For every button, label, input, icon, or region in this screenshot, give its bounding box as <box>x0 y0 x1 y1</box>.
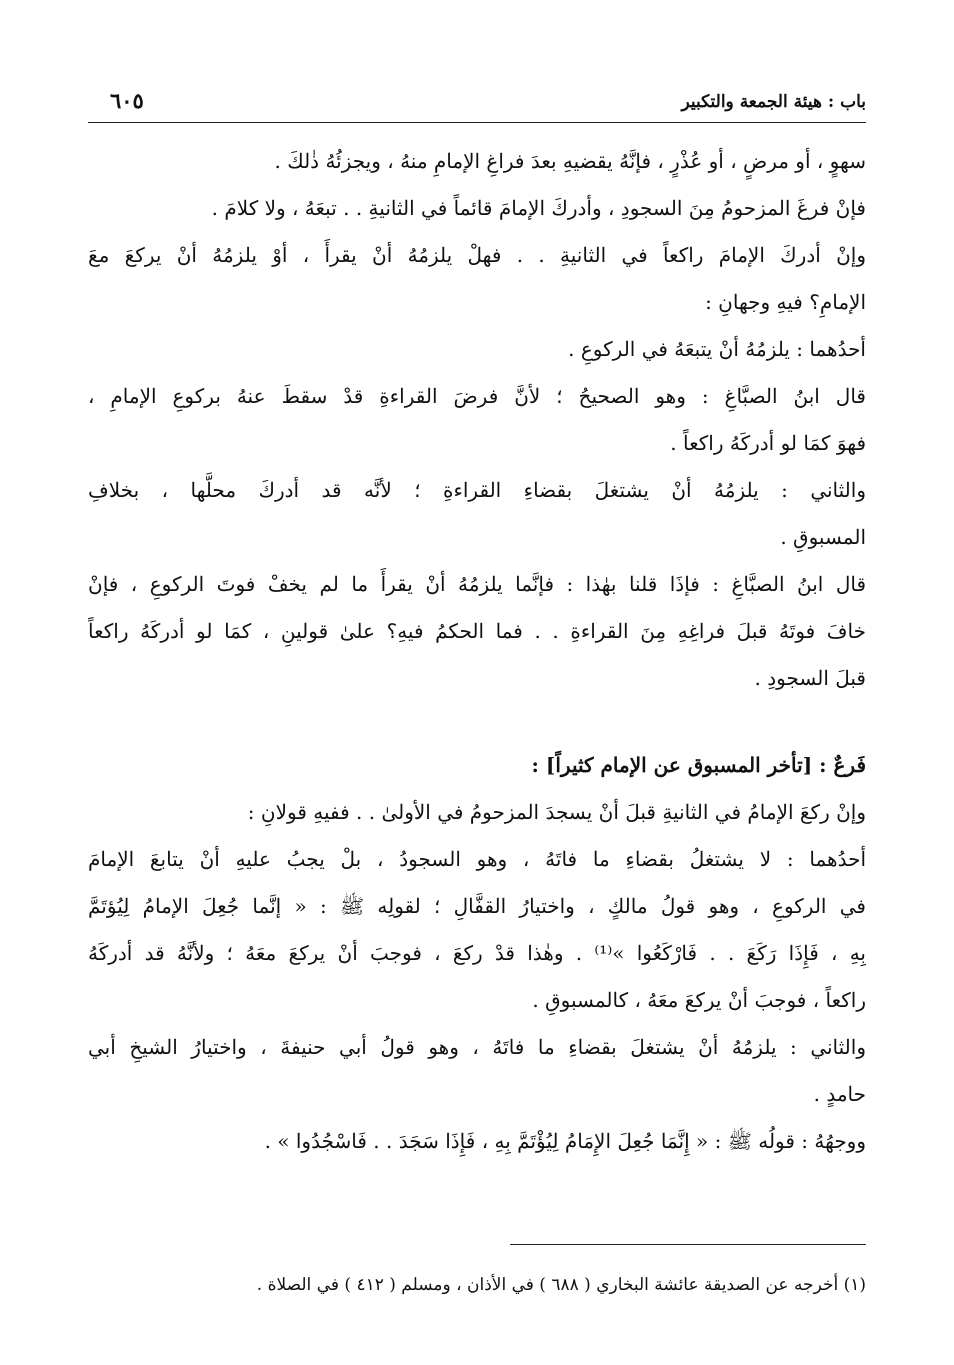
text-line: سهوٍ ، أو مرضٍ ، أو عُذْرٍ ، فإنَّهُ يقضيهِ بعدَ فراغِ الإمامِ منهُ ، ويجزئُهُ ذٰلكَ . <box>274 149 866 173</box>
page-header <box>88 84 866 123</box>
text-line: راكعاً ، فوجبَ أنْ يركعَ معَهُ ، كالمسبوقِ . <box>532 988 866 1012</box>
text-line: في الركوعِ ، وهو قولُ مالكٍ ، واختيارُ القفَّالِ ؛ لقولِه ﷺ : « إنَّما جُعِلَ الإمامُ لِيُؤتَمَّ <box>88 894 866 918</box>
text-line: والثاني : يلزمُهُ أنْ يشتغلَ بقضاءِ ما فاتَهُ ، وهو قولُ أبي حنيفةَ ، واختيارُ الشيخِ أبي <box>88 1035 866 1059</box>
book-page <box>88 84 866 1334</box>
text-line: وإنْ أدركَ الإمامَ راكعاً في الثانيةِ . . فهلْ يلزمُهُ أنْ يقرأَ ، أوْ يلزمُهُ أنْ يركعَ معَ <box>88 243 866 267</box>
chapter-title: باب : هيئة الجمعة والتكبير <box>681 92 866 112</box>
text-line: فإنْ فرغَ المزحومُ مِنَ السجودِ ، وأدركَ الإمامَ قائماً في الثانيةِ . . تبعَهُ ، ولا كلامَ . <box>211 196 866 220</box>
text-line: وإنْ ركعَ الإمامُ في الثانيةِ قبلَ أنْ يسجدَ المزحومُ في الأولىٰ . . ففيهِ قولانِ : <box>247 800 866 824</box>
text-line: قبلَ السجودِ . <box>754 666 866 690</box>
footnote-divider <box>510 1244 866 1245</box>
section-heading: فَرعٌ : [تأخر المسبوق عن الإمام كثيراً] : <box>531 753 866 777</box>
text-line: قال ابنُ الصبَّاغِ : وهو الصحيحُ ؛ لأنَّ فرضَ القراءةِ قدْ سقطَ عنهُ بركوعِ الإمامِ ، <box>88 384 866 408</box>
text-line: الإمامِ؟ فيهِ وجهانِ : <box>705 290 866 314</box>
footnote: (١) أخرجه عن الصديقة عائشة البخاري ( ٦٨٨ ) في الأذان ، ومسلم ( ٤١٢ ) في الصلاة . <box>256 1275 866 1295</box>
text-line: ووجهُهُ : قولُه ﷺ : « إِنَّمَا جُعِلَ الإِمَامُ لِيُؤْتَمَّ بِهِ ، فَإِذَا سَجَدَ . . فَاسْجُدُوا » . <box>264 1129 866 1153</box>
text-line: أحدُهما : يلزمُهُ أنْ يتبعَهُ في الركوعِ . <box>568 337 866 361</box>
text-line: حامدٍ . <box>813 1082 866 1106</box>
text-line: المسبوقِ . <box>780 525 866 549</box>
text-line: بِهِ ، فَإِذَا رَكَعَ . . فَارْكَعُوا »⁽¹⁾ . وهٰذا قدْ ركعَ ، فوجبَ أنْ يركعَ معَهُ ؛ ولأنَّهُ قد أدركَهُ <box>88 941 866 965</box>
text-line: والثاني : يلزمُهُ أنْ يشتغلَ بقضاءِ القراءةِ ؛ لأنَّه قد أدركَ محلَّها ، بخلافِ <box>88 478 866 502</box>
text-line: أحدُهما : لا يشتغلُ بقضاءِ ما فاتَهُ ، وهو السجودُ ، بلْ يجبُ عليهِ أنْ يتابعَ الإمامَ <box>88 847 866 871</box>
page-number: ٦٠٥ <box>110 88 144 113</box>
text-line: خافَ فوتَهُ قبلَ فراغِهِ مِنَ القراءةِ . . فما الحكمُ فيهِ؟ علىٰ قولينِ ، كمَا لو أدركَهُ راكعاً <box>88 619 866 643</box>
text-line: قال ابنُ الصبَّاغِ : فإذَا قلنا بهٰذا : فإنَّما يلزمُهُ أنْ يقرأَ ما لم يخفْ فوتَ الركوعِ ، فإنْ <box>88 572 866 596</box>
text-line: فهوَ كمَا لو أدركَهُ راكعاً . <box>670 431 866 455</box>
body-text <box>88 138 866 1165</box>
